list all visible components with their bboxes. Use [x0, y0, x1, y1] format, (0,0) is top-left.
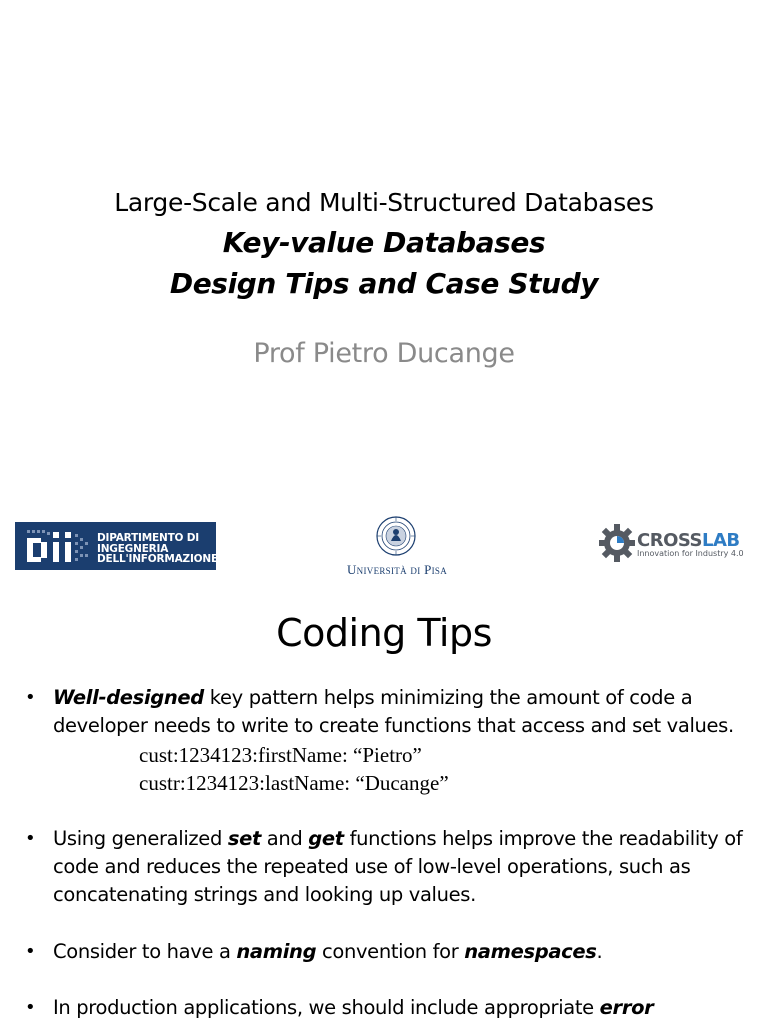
bullet-marker: • [25, 941, 36, 962]
bullet-1-line1 [53, 684, 753, 712]
bullet-2-mid: and [260, 827, 309, 850]
bullet-2-line1 [53, 825, 753, 853]
coding-tips-title: Coding Tips [276, 611, 492, 655]
bullet-3-mid: convention for [316, 940, 465, 963]
bullet-3-emphasis-naming: naming [236, 940, 317, 963]
bullet-marker: • [25, 828, 36, 849]
unipi-seal-icon [375, 515, 417, 557]
bullet-1-line2: developer needs to write to create functions that access and set values. [53, 714, 734, 737]
bullet-3-pre: Consider to have a [53, 940, 237, 963]
bullet-2-pre: Using generalized [53, 827, 228, 850]
dii-logo-mark-icon [25, 528, 95, 564]
code-example-2: custr:1234123:lastName: “Ducange” [139, 771, 449, 795]
unipi-name: Università di Pisa [346, 562, 447, 577]
bullet-2-line3: concatenating strings and looking up values. [53, 883, 476, 906]
bullet-2-post: functions helps improve the readability of [343, 827, 743, 850]
slide-title-line2: Design Tips and Case Study [169, 267, 599, 300]
dii-logo-line2: INGEGNERIA [97, 542, 169, 555]
dii-logo-line3: DELL'INFORMAZIONE [97, 553, 218, 565]
crosslab-name-part1: CROSS [637, 530, 702, 551]
bullet-2-emphasis-set: set [227, 827, 261, 850]
dii-logo-line1: DIPARTIMENTO DI [97, 532, 199, 544]
crosslab-name [637, 530, 740, 551]
dii-logo-text [97, 533, 218, 565]
crosslab-tagline: Innovation for Industry 4.0 [637, 549, 744, 558]
bullet-marker: • [25, 997, 36, 1018]
bullet-4-line1 [53, 994, 753, 1022]
bullet-2-line2: code and reduces the repeated use of low-level operations, such as [53, 855, 691, 878]
code-example-1: cust:1234123:firstName: “Pietro” [139, 743, 422, 767]
crosslab-name-part2: LAB [702, 530, 740, 551]
bullet-3-emphasis-namespaces: namespaces [464, 940, 597, 963]
slide-title-line1: Key-value Databases [222, 226, 546, 259]
bullet-3-line1 [53, 938, 753, 966]
bullet-1-text: key pattern helps minimizing the amount of code a [203, 686, 693, 709]
bullet-4-pre: In production applications, we should include appropriate [53, 996, 600, 1019]
course-title: Large-Scale and Multi-Structured Databases [114, 188, 654, 217]
author-name: Prof Pietro Ducange [253, 338, 515, 369]
bullet-1-emphasis: Well-designed [53, 686, 204, 709]
crosslab-gear-icon [598, 522, 636, 564]
bullet-3-post: . [596, 940, 603, 963]
bullet-marker: • [25, 687, 36, 708]
bullet-4-emphasis-error: error [599, 996, 654, 1019]
bullet-2-emphasis-get: get [308, 827, 344, 850]
